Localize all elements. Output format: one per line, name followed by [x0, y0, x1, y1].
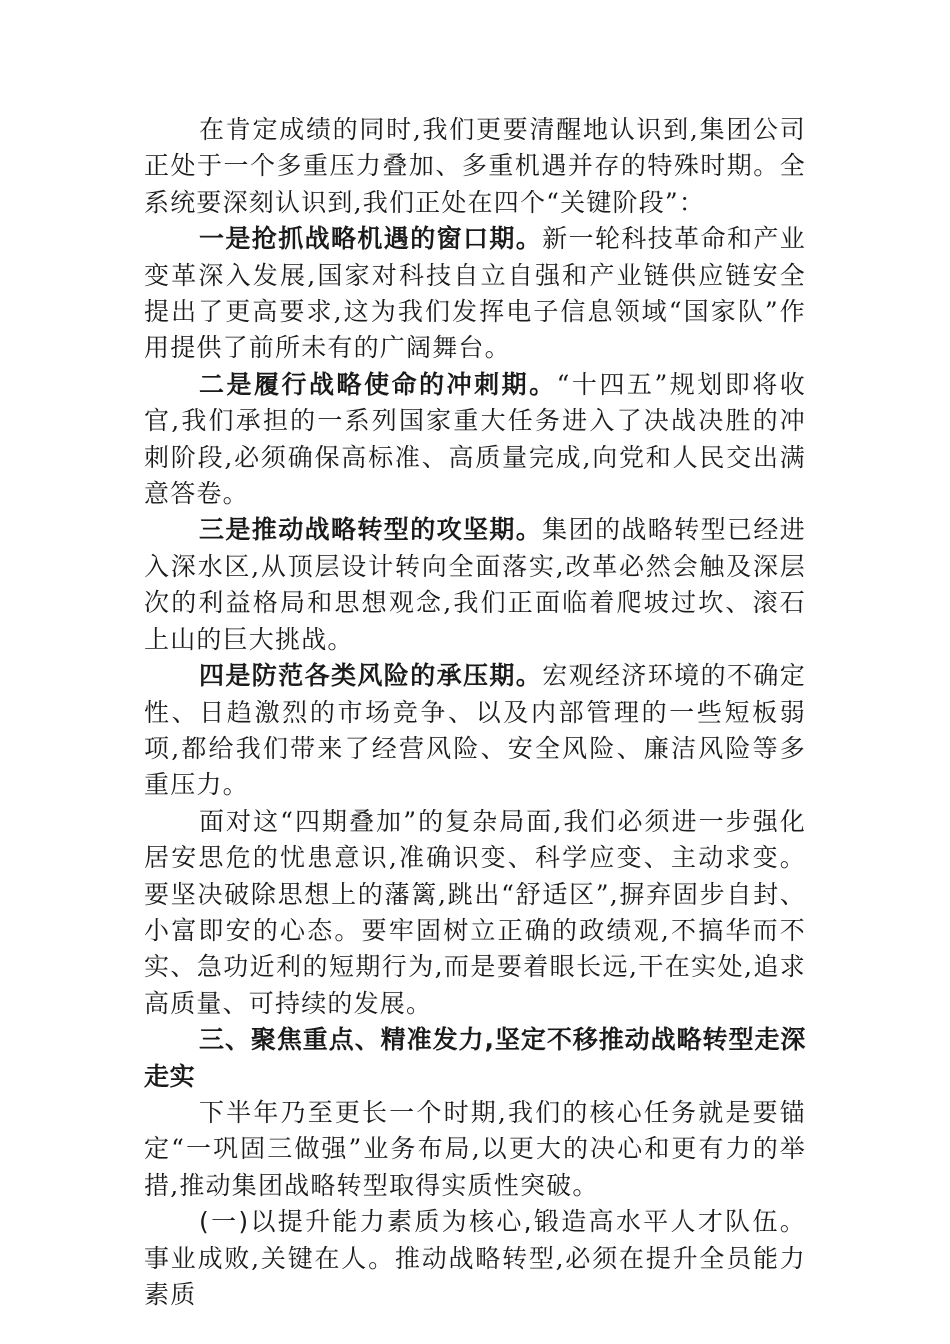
paragraph-lead: 一是抢抓战略机遇的窗口期。 [199, 224, 543, 254]
paragraph-text: 新一轮科技革命和产业变革深入发展,国家对科技自立自强和产业链供应链安全提出了更高要求,这为我们发挥电子信息领域“国家队”作用提供了前所未有的广阔舞台。 [144, 224, 806, 363]
paragraph-pressure-period [144, 658, 806, 804]
paragraph-text: 宏观经济环境的不确定性、日趋激烈的市场竞争、以及内部管理的一些短板弱项,都给我们带来了经营风险、安全风险、廉洁风险等多重压力。 [144, 661, 806, 800]
sub-item-paragraph [144, 1204, 806, 1313]
paragraph-lead: 二是履行战略使命的冲刺期。 [199, 369, 557, 399]
paragraph-text: 集团的战略转型已经进入深水区,从顶层设计转向全面落实,改革必然会触及深层次的利益格局和思想观念,我们正面临着爬坡过坎、滚石上山的巨大挑战。 [144, 515, 806, 654]
paragraph-tough-period [144, 512, 806, 658]
paragraph-lead: 四是防范各类风险的承压期。 [199, 661, 543, 691]
document-page [144, 112, 806, 1313]
paragraph-window-period [144, 221, 806, 367]
paragraph-text: 下半年乃至更长一个时期,我们的核心任务就是要锚定“一巩固三做强”业务布局,以更大的决心和更有力的举措,推动集团战略转型取得实质性突破。 [144, 1097, 806, 1200]
section-heading: 三、聚焦重点、精准发力,坚定不移推动战略转型走深走实 [144, 1025, 806, 1091]
paragraph-key-stages-intro [144, 112, 806, 221]
paragraph-text: “十四五”规划即将收官,我们承担的一系列国家重大任务进入了决战决胜的冲刺阶段,必须确保高标准、高质量完成,向党和人民交出满意答卷。 [144, 369, 806, 509]
paragraph-text: 事业成败,关键在人。推动战略转型,必须在提升全员能力素质 [144, 1243, 806, 1309]
sub-item-lead: (一)以提升能力素质为核心,锻造高水平人才队伍。 [199, 1207, 806, 1237]
paragraph-text: 在肯定成绩的同时,我们更要清醒地认识到,集团公司正处于一个多重压力叠加、多重机遇并存的特殊时期。全系统要深刻认识到,我们正处在四个“关键阶段”： [144, 115, 806, 217]
paragraph-lead: 三是推动战略转型的攻坚期。 [199, 515, 543, 545]
section-intro-paragraph [144, 1095, 806, 1204]
paragraph-text: 面对这“四期叠加”的复杂局面,我们必须进一步强化居安思危的忧患意识,准确识变、科学应变、主动求变。要坚决破除思想上的藩篱,跳出“舒适区”,摒弃固步自封、小富即安的心态。要牢固树立正确的政绩观,不搞华而不实、急功近利的短期行为,而是要着眼长远,干在实处,追求高质量、可持续的发展。 [144, 806, 806, 1018]
paragraph-four-periods-response [144, 804, 806, 1022]
paragraph-sprint-period [144, 367, 806, 513]
